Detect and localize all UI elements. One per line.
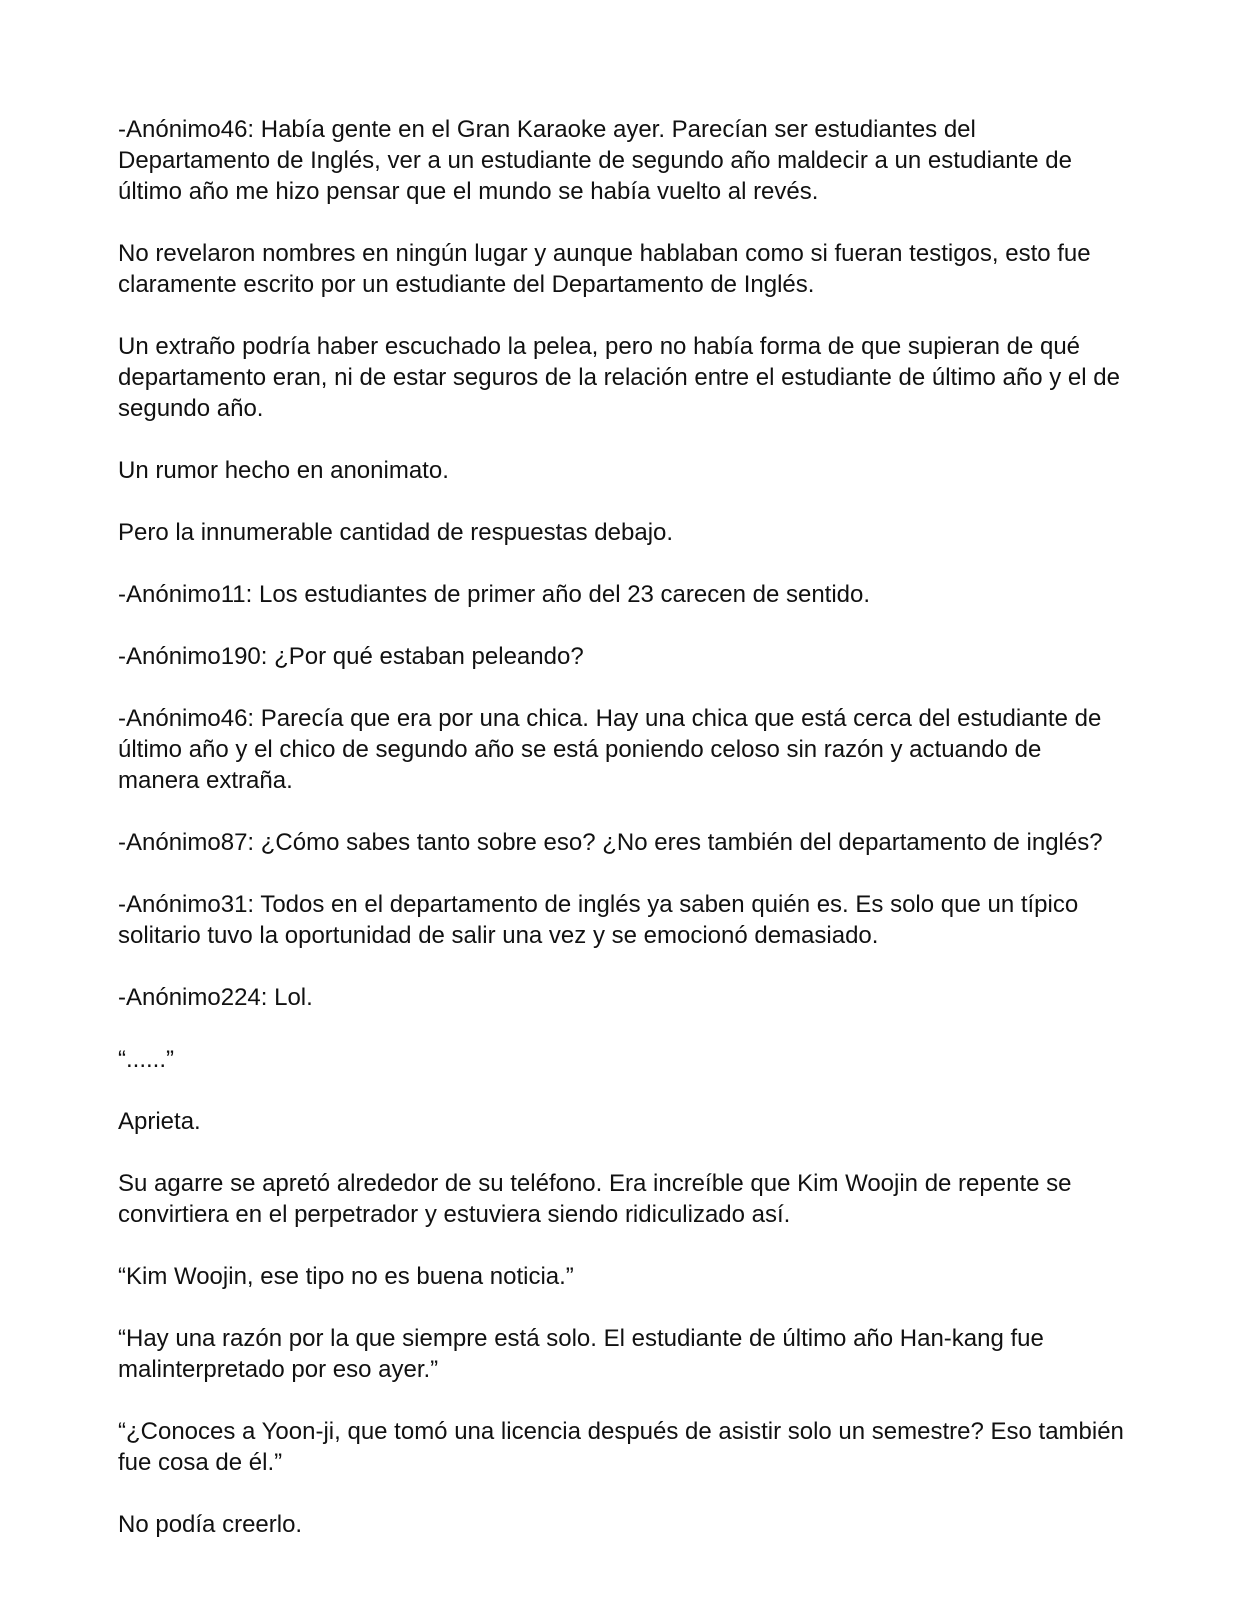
paragraph: Pero la innumerable cantidad de respuestas debajo. — [118, 519, 674, 546]
paragraph: “Hay una razón por la que siempre está solo. El estudiante de último año Han-kang fue malinterpretado por eso ayer.” — [118, 1325, 1044, 1383]
paragraph: No podía creerlo. — [118, 1511, 303, 1538]
paragraph: -Anónimo46: Parecía que era por una chica. Hay una chica que está cerca del estudiante de último año y el chico de segundo año se está poniendo celoso sin razón y actuando de manera extraña. — [118, 705, 1102, 794]
paragraph: -Anónimo11: Los estudiantes de primer año del 23 carecen de sentido. — [118, 581, 871, 608]
paragraph: -Anónimo31: Todos en el departamento de inglés ya saben quién es. Es solo que un típico solitario tuvo la oportunidad de salir una vez y se emocionó demasiado. — [118, 891, 1079, 949]
paragraph: “Kim Woojin, ese tipo no es buena noticia.” — [118, 1263, 574, 1290]
paragraph: “......” — [118, 1046, 174, 1073]
paragraph: -Anónimo224: Lol. — [118, 984, 313, 1011]
paragraph: Un extraño podría haber escuchado la pelea, pero no había forma de que supieran de qué departamento eran, ni de estar seguros de la relación entre el estudiante de último año y el de segundo año. — [118, 333, 1120, 422]
paragraph: Un rumor hecho en anonimato. — [118, 457, 449, 484]
paragraph: -Anónimo190: ¿Por qué estaban peleando? — [118, 643, 584, 670]
paragraph: No revelaron nombres en ningún lugar y aunque hablaban como si fueran testigos, esto fue claramente escrito por un estudiante del Departamento de Inglés. — [118, 240, 1091, 298]
document-body — [118, 114, 1128, 1571]
paragraph: Su agarre se apretó alrededor de su teléfono. Era increíble que Kim Woojin de repente se convirtiera en el perpetrador y estuviera siendo ridiculizado así. — [118, 1170, 1072, 1228]
paragraph: “¿Conoces a Yoon-ji, que tomó una licencia después de asistir solo un semestre? Eso también fue cosa de él.” — [118, 1418, 1124, 1476]
paragraph: -Anónimo46: Había gente en el Gran Karaoke ayer. Parecían ser estudiantes del Departamento de Inglés, ver a un estudiante de segundo año maldecir a un estudiante de último año me hizo pensar que el mundo se había vuelto al revés. — [118, 116, 1072, 205]
paragraph: -Anónimo87: ¿Cómo sabes tanto sobre eso? ¿No eres también del departamento de inglés? — [118, 829, 1103, 856]
paragraph: Aprieta. — [118, 1108, 201, 1135]
